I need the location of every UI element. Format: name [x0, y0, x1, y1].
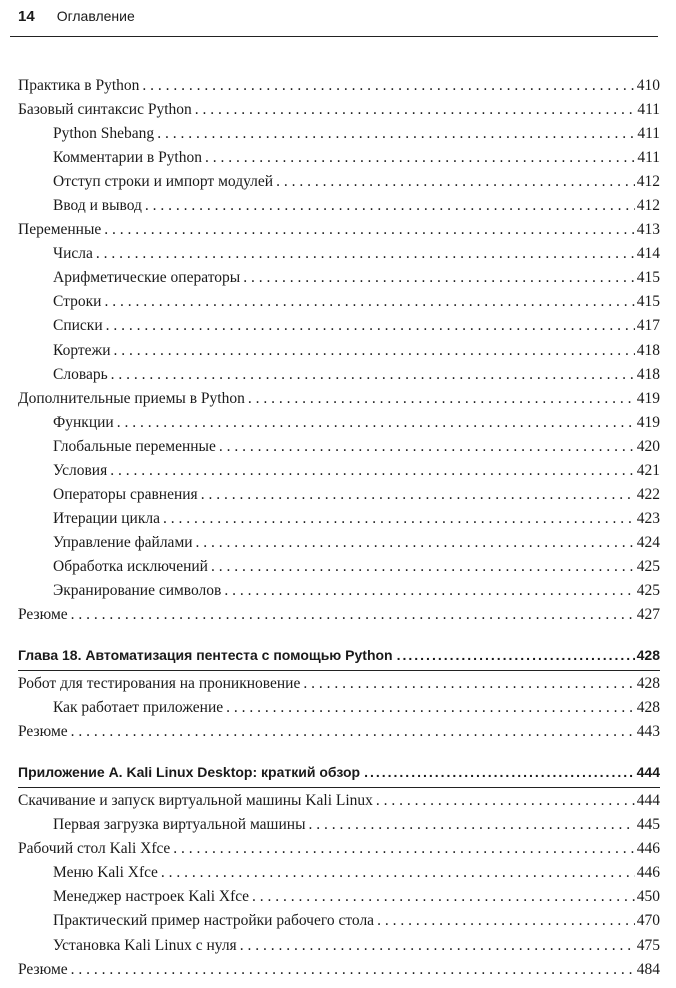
toc-entry-title: Итерации цикла	[53, 509, 160, 527]
dot-leader	[397, 643, 635, 667]
dot-leader	[248, 387, 635, 411]
toc-entry[interactable]	[18, 483, 660, 507]
toc-entry[interactable]	[18, 146, 660, 170]
dot-leader	[364, 760, 635, 784]
toc-entry[interactable]	[18, 579, 660, 603]
toc-entry[interactable]	[18, 885, 660, 909]
dot-leader	[240, 934, 635, 958]
toc-entry-title: Обработка исключений	[53, 557, 208, 575]
toc-entry-title: Базовый синтаксис Python	[18, 101, 192, 119]
chapter-title: Глава 18. Автоматизация пентеста с помощью Python	[18, 647, 393, 664]
toc-entry-title: Числа	[53, 245, 93, 263]
toc-entry-title: Python Shebang	[53, 125, 155, 143]
toc-entry-title: Резюме	[18, 960, 68, 978]
header-page-number: 14	[18, 8, 35, 25]
toc-entry[interactable]	[18, 387, 660, 411]
dot-leader	[163, 507, 635, 531]
dot-leader	[111, 363, 635, 387]
toc-section-chapter-18	[18, 672, 660, 744]
toc-entry[interactable]	[18, 958, 660, 982]
dot-leader	[226, 696, 635, 720]
toc-entry[interactable]	[18, 98, 660, 122]
chapter-heading-appendix-a[interactable]	[18, 760, 660, 784]
toc-entry-title: Строки	[53, 293, 102, 311]
toc-entry[interactable]	[18, 720, 660, 744]
toc-entry[interactable]	[18, 194, 660, 218]
dot-leader	[195, 98, 636, 122]
toc-entry-page: 411	[637, 125, 660, 143]
toc-entry-page: 420	[636, 437, 660, 455]
chapter-page: 428	[636, 647, 660, 664]
toc-entry-page: 422	[636, 485, 660, 503]
toc-entry-page: 424	[636, 533, 660, 551]
toc-entry[interactable]	[18, 555, 660, 579]
toc-entry-title: Арифметические операторы	[53, 269, 241, 287]
dot-leader	[106, 314, 635, 338]
toc-entry-page: 423	[636, 509, 660, 527]
toc-entry-title: Как работает приложение	[53, 699, 224, 717]
toc-entry-title: Экранирование символов	[53, 581, 222, 599]
toc-entry[interactable]	[18, 339, 660, 363]
toc-entry[interactable]	[18, 672, 660, 696]
toc-entry-page: 484	[636, 960, 660, 978]
toc-entry-title: Рабочий стол Kali Xfce	[18, 840, 171, 858]
toc-entry-page: 412	[636, 173, 660, 191]
toc-entry-page: 411	[637, 149, 660, 167]
dot-leader	[243, 266, 635, 290]
header-section-title: Оглавление	[56, 8, 135, 24]
toc-entry-title: Резюме	[18, 606, 68, 624]
chapter-page: 444	[636, 764, 660, 781]
dot-leader	[377, 909, 635, 933]
toc-entry[interactable]	[18, 363, 660, 387]
toc-entry-page: 446	[636, 864, 660, 882]
toc-entry-title: Комментарии в Python	[53, 149, 202, 167]
toc-entry[interactable]	[18, 813, 660, 837]
toc-entry[interactable]	[18, 314, 660, 338]
dot-leader	[219, 435, 635, 459]
toc-entry[interactable]	[18, 861, 660, 885]
header-divider	[10, 36, 658, 37]
toc-entry[interactable]	[18, 74, 660, 98]
toc-entry[interactable]	[18, 170, 660, 194]
dot-leader	[205, 146, 635, 170]
toc-entry-title: Дополнительные приемы в Python	[18, 389, 245, 407]
toc-entry-title: Робот для тестирования на проникновение	[18, 675, 301, 693]
dot-leader	[96, 242, 635, 266]
toc-entry-page: 470	[636, 912, 660, 930]
toc-entry-title: Операторы сравнения	[53, 485, 198, 503]
toc-entry-title: Ввод и вывод	[53, 197, 142, 215]
toc-entry-page: 428	[636, 675, 660, 693]
toc-entry[interactable]	[18, 122, 660, 146]
dot-leader	[276, 170, 635, 194]
toc-entry[interactable]	[18, 837, 660, 861]
dot-leader	[104, 290, 634, 314]
toc-entry-title: Скачивание и запуск виртуальной машины Kali Linux	[18, 792, 373, 810]
toc-entry[interactable]	[18, 934, 660, 958]
dot-leader	[114, 339, 635, 363]
toc-section-appendix-a	[18, 789, 660, 981]
dot-leader	[303, 672, 634, 696]
toc-entry-page: 413	[636, 221, 660, 239]
table-of-contents	[18, 74, 660, 982]
toc-entry[interactable]	[18, 789, 660, 813]
toc-entry-page: 415	[636, 293, 660, 311]
toc-entry-title: Списки	[53, 317, 103, 335]
toc-entry-page: 444	[636, 792, 660, 810]
chapter-title: Приложение A. Kali Linux Desktop: краткий обзор	[18, 764, 361, 781]
toc-entry-title: Отступ строки и импорт модулей	[53, 173, 274, 191]
dot-leader	[308, 813, 634, 837]
dot-leader	[196, 531, 635, 555]
toc-entry-title: Функции	[53, 413, 114, 431]
toc-entry[interactable]	[18, 603, 660, 627]
toc-entry[interactable]	[18, 218, 660, 242]
dot-leader	[252, 885, 635, 909]
toc-entry-page: 475	[636, 936, 660, 954]
dot-leader	[157, 122, 635, 146]
toc-entry-title: Кортежи	[53, 341, 111, 359]
toc-entry-page: 417	[636, 317, 660, 335]
toc-entry-page: 425	[636, 581, 660, 599]
toc-entry-title: Управление файлами	[53, 533, 193, 551]
toc-entry-page: 425	[636, 557, 660, 575]
toc-entry[interactable]	[18, 290, 660, 314]
dot-leader	[110, 459, 635, 483]
running-header	[18, 8, 658, 32]
dot-leader	[161, 861, 635, 885]
dot-leader	[201, 483, 635, 507]
toc-entry-page: 450	[636, 888, 660, 906]
toc-entry-page: 445	[636, 816, 660, 834]
toc-entry-page: 427	[636, 606, 660, 624]
toc-entry-title: Практика в Python	[18, 77, 140, 94]
toc-entry-page: 411	[637, 101, 660, 119]
toc-entry[interactable]	[18, 507, 660, 531]
toc-entry-page: 410	[636, 77, 660, 94]
dot-leader	[145, 194, 635, 218]
toc-entry[interactable]	[18, 435, 660, 459]
toc-entry-title: Установка Kali Linux с нуля	[53, 936, 237, 954]
chapter-divider	[18, 787, 660, 788]
toc-entry-title: Меню Kali Xfce	[53, 864, 158, 882]
toc-entry-title: Первая загрузка виртуальной машины	[53, 816, 306, 834]
toc-entry-page: 419	[636, 413, 660, 431]
toc-entry-title: Глобальные переменные	[53, 437, 216, 455]
toc-entry[interactable]	[18, 696, 660, 720]
toc-entry-page: 428	[636, 699, 660, 717]
dot-leader	[104, 218, 634, 242]
toc-entry[interactable]	[18, 531, 660, 555]
toc-entry-page: 443	[636, 723, 660, 741]
toc-entry-page: 418	[636, 365, 660, 383]
toc-entry-title: Словарь	[53, 365, 108, 383]
toc-entry[interactable]	[18, 411, 660, 435]
dot-leader	[224, 579, 634, 603]
dot-leader	[71, 720, 635, 744]
dot-leader	[71, 958, 635, 982]
toc-entry[interactable]	[18, 459, 660, 483]
dot-leader	[211, 555, 635, 579]
toc-section-python-practice	[18, 74, 660, 627]
toc-entry[interactable]	[18, 909, 660, 933]
dot-leader	[117, 411, 635, 435]
toc-entry[interactable]	[18, 242, 660, 266]
dot-leader	[142, 74, 634, 98]
toc-entry-page: 446	[636, 840, 660, 858]
toc-entry-title: Резюме	[18, 723, 68, 741]
toc-entry-page: 421	[636, 461, 660, 479]
dot-leader	[173, 837, 634, 861]
chapter-divider	[18, 670, 660, 671]
toc-entry[interactable]	[18, 266, 660, 290]
chapter-heading-18[interactable]	[18, 643, 660, 667]
toc-entry-page: 418	[636, 341, 660, 359]
toc-entry-page: 415	[636, 269, 660, 287]
toc-entry-title: Практический пример настройки рабочего стола	[53, 912, 375, 930]
toc-entry-page: 414	[636, 245, 660, 263]
dot-leader	[376, 789, 635, 813]
dot-leader	[71, 603, 635, 627]
toc-entry-page: 412	[636, 197, 660, 215]
toc-entry-title: Условия	[53, 461, 108, 479]
toc-entry-page: 419	[636, 389, 660, 407]
toc-entry-title: Переменные	[18, 221, 102, 239]
toc-entry-title: Менеджер настроек Kali Xfce	[53, 888, 249, 906]
